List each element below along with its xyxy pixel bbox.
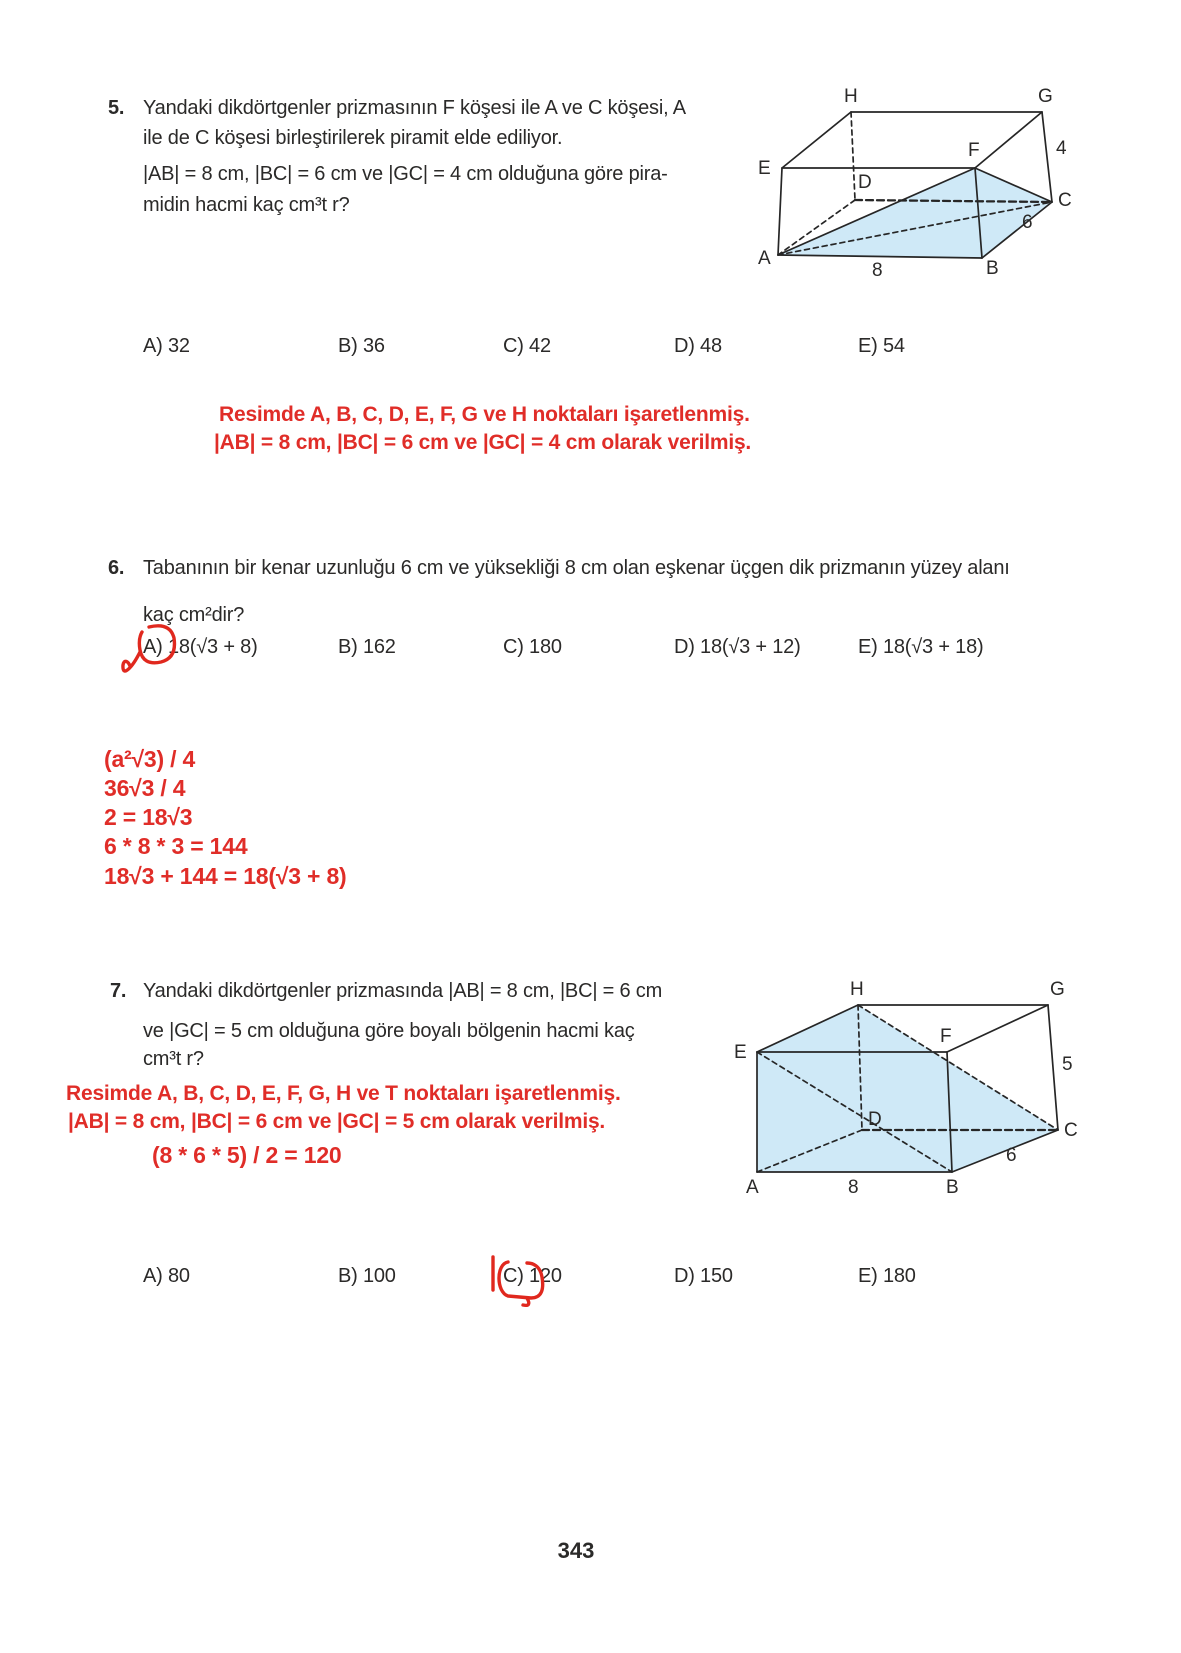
answer-option: D) 150 [674, 1265, 733, 1287]
q7-answer-circle-annotation [483, 1250, 573, 1320]
vertex-label: A [758, 248, 771, 269]
answer-option: A) 18(√3 + 8) [143, 636, 258, 658]
answer-option: E) 18(√3 + 18) [858, 636, 984, 658]
dimension-label: 4 [1056, 138, 1067, 159]
q5-solution-note: Resimde A, B, C, D, E, F, G ve H noktaları işaretlenmiş. [219, 403, 750, 426]
q7-work-line: (8 * 6 * 5) / 2 = 120 [152, 1142, 342, 1168]
q6-text-line: kaç cm²dir? [143, 604, 245, 626]
vertex-label: C [1058, 190, 1072, 211]
answer-option: B) 100 [338, 1265, 396, 1287]
answer-option: D) 48 [674, 335, 722, 357]
dimension-label: 8 [848, 1177, 859, 1198]
q5-text-line: |AB| = 8 cm, |BC| = 6 cm ve |GC| = 4 cm olduğuna göre pira- [143, 163, 668, 185]
q7-text-line: ve |GC| = 5 cm olduğuna göre boyalı bölgenin hacmi kaç [143, 1020, 635, 1042]
q6-work-line: 36√3 / 4 [104, 775, 186, 801]
q5-prism-diagram [706, 80, 1086, 280]
dimension-label: 8 [872, 260, 883, 281]
vertex-label: H [844, 86, 858, 107]
q7-number: 7. [110, 980, 127, 1002]
q5-text-line: midin hacmi kaç cm³t r? [143, 194, 350, 216]
vertex-label: H [850, 979, 864, 1000]
q5-solution-note: |AB| = 8 cm, |BC| = 6 cm ve |GC| = 4 cm olarak verilmiş. [214, 431, 752, 454]
vertex-label: C [1064, 1120, 1078, 1141]
q6-number: 6. [108, 557, 125, 579]
q6-work-line: 6 * 8 * 3 = 144 [104, 833, 248, 859]
answer-option: E) 54 [858, 335, 905, 357]
q7-solution-note: Resimde A, B, C, D, E, F, G, H ve T noktaları işaretlenmiş. [66, 1082, 621, 1105]
vertex-label: F [940, 1026, 952, 1047]
q6-text-line: Tabanının bir kenar uzunluğu 6 cm ve yüksekliği 8 cm olan eşkenar üçgen dik prizmanın yüzey alanı [143, 557, 1010, 579]
q5-shaded-pyramid-region [778, 168, 1052, 258]
answer-option: D) 18(√3 + 12) [674, 636, 801, 658]
q6-answer-circle-annotation [118, 620, 208, 695]
vertex-label: G [1038, 86, 1053, 107]
vertex-label: B [986, 258, 999, 279]
q5-number: 5. [108, 97, 125, 119]
q6-work-line: (a²√3) / 4 [104, 746, 196, 772]
q5-text-line: ile de C köşesi birleştirilerek piramit elde ediliyor. [143, 127, 563, 149]
q7-text-line: Yandaki dikdörtgenler prizmasında |AB| = 8 cm, |BC| = 6 cm [143, 980, 663, 1002]
q6-work-line: 2 = 18√3 [104, 804, 193, 830]
dimension-label: 6 [1006, 1145, 1017, 1166]
answer-option: B) 162 [338, 636, 396, 658]
q6-work-line: 18√3 + 144 = 18(√3 + 8) [104, 863, 347, 889]
vertex-label: D [868, 1109, 882, 1130]
dimension-label: 5 [1062, 1054, 1073, 1075]
q5-text-line: Yandaki dikdörtgenler prizmasının F köşesi ile A ve C köşesi, A [143, 97, 686, 119]
answer-option: A) 32 [143, 335, 190, 357]
vertex-label: E [734, 1042, 747, 1063]
vertex-label: D [858, 172, 872, 193]
vertex-label: A [746, 1177, 759, 1198]
vertex-label: F [968, 140, 980, 161]
answer-option: C) 42 [503, 335, 551, 357]
answer-option: B) 36 [338, 335, 385, 357]
page-number: 343 [557, 1538, 595, 1563]
answer-option: C) 120 [503, 1265, 562, 1287]
answer-option: E) 180 [858, 1265, 916, 1287]
vertex-label: B [946, 1177, 959, 1198]
q7-prism-diagram [700, 935, 1080, 1200]
answer-option: C) 180 [503, 636, 562, 658]
answer-option: A) 80 [143, 1265, 190, 1287]
vertex-label: E [758, 158, 771, 179]
vertex-label: G [1050, 979, 1065, 1000]
q7-text-line: cm³t r? [143, 1048, 204, 1070]
q7-solution-note: |AB| = 8 cm, |BC| = 6 cm ve |GC| = 5 cm olarak verilmiş. [68, 1110, 606, 1133]
dimension-label: 6 [1022, 212, 1033, 233]
